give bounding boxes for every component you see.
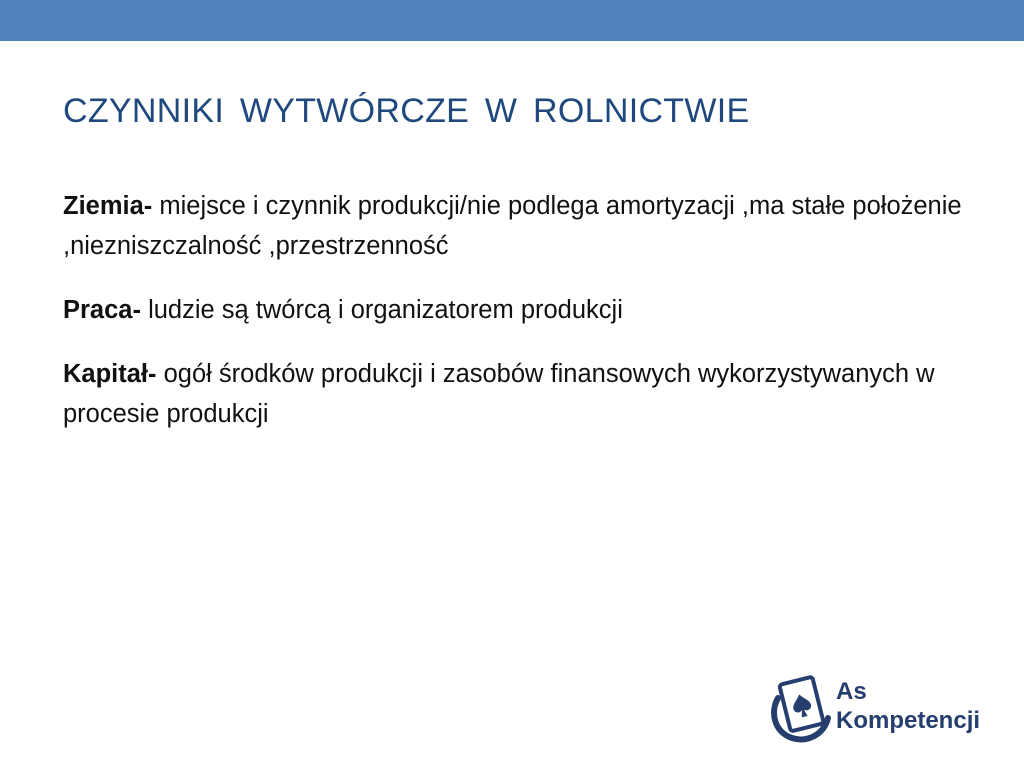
top-accent-bar — [0, 0, 1024, 41]
paragraph-praca — [63, 290, 983, 330]
term-definition: ludzie są twórcą i organizatorem produkcji — [140, 296, 623, 324]
slide-body — [63, 186, 983, 458]
term-definition: ogół środków produkcji i zasobów finansowych wykorzystywanych w procesie produkcji — [63, 360, 935, 428]
spade-card-icon — [768, 672, 832, 744]
slide-title: CZYNNIKI WYTWÓRCZE W ROLNICTWIE — [63, 92, 750, 130]
logo-line-2: Kompetencji — [836, 707, 981, 734]
term-label: Kapitał- — [63, 360, 157, 388]
paragraph-kapital — [63, 354, 983, 434]
logo-wordmark — [836, 677, 980, 735]
term-label: Ziemia- — [63, 192, 153, 220]
term-definition: miejsce i czynnik produkcji/nie podlega amortyzacji ,ma stałe położenie ,niezniszczalność ,przestrzenność — [63, 192, 962, 260]
logo-line-1: As — [836, 678, 867, 705]
paragraph-ziemia — [63, 186, 983, 266]
term-label: Praca- — [63, 296, 141, 324]
as-kompetencji-logo — [768, 672, 998, 744]
